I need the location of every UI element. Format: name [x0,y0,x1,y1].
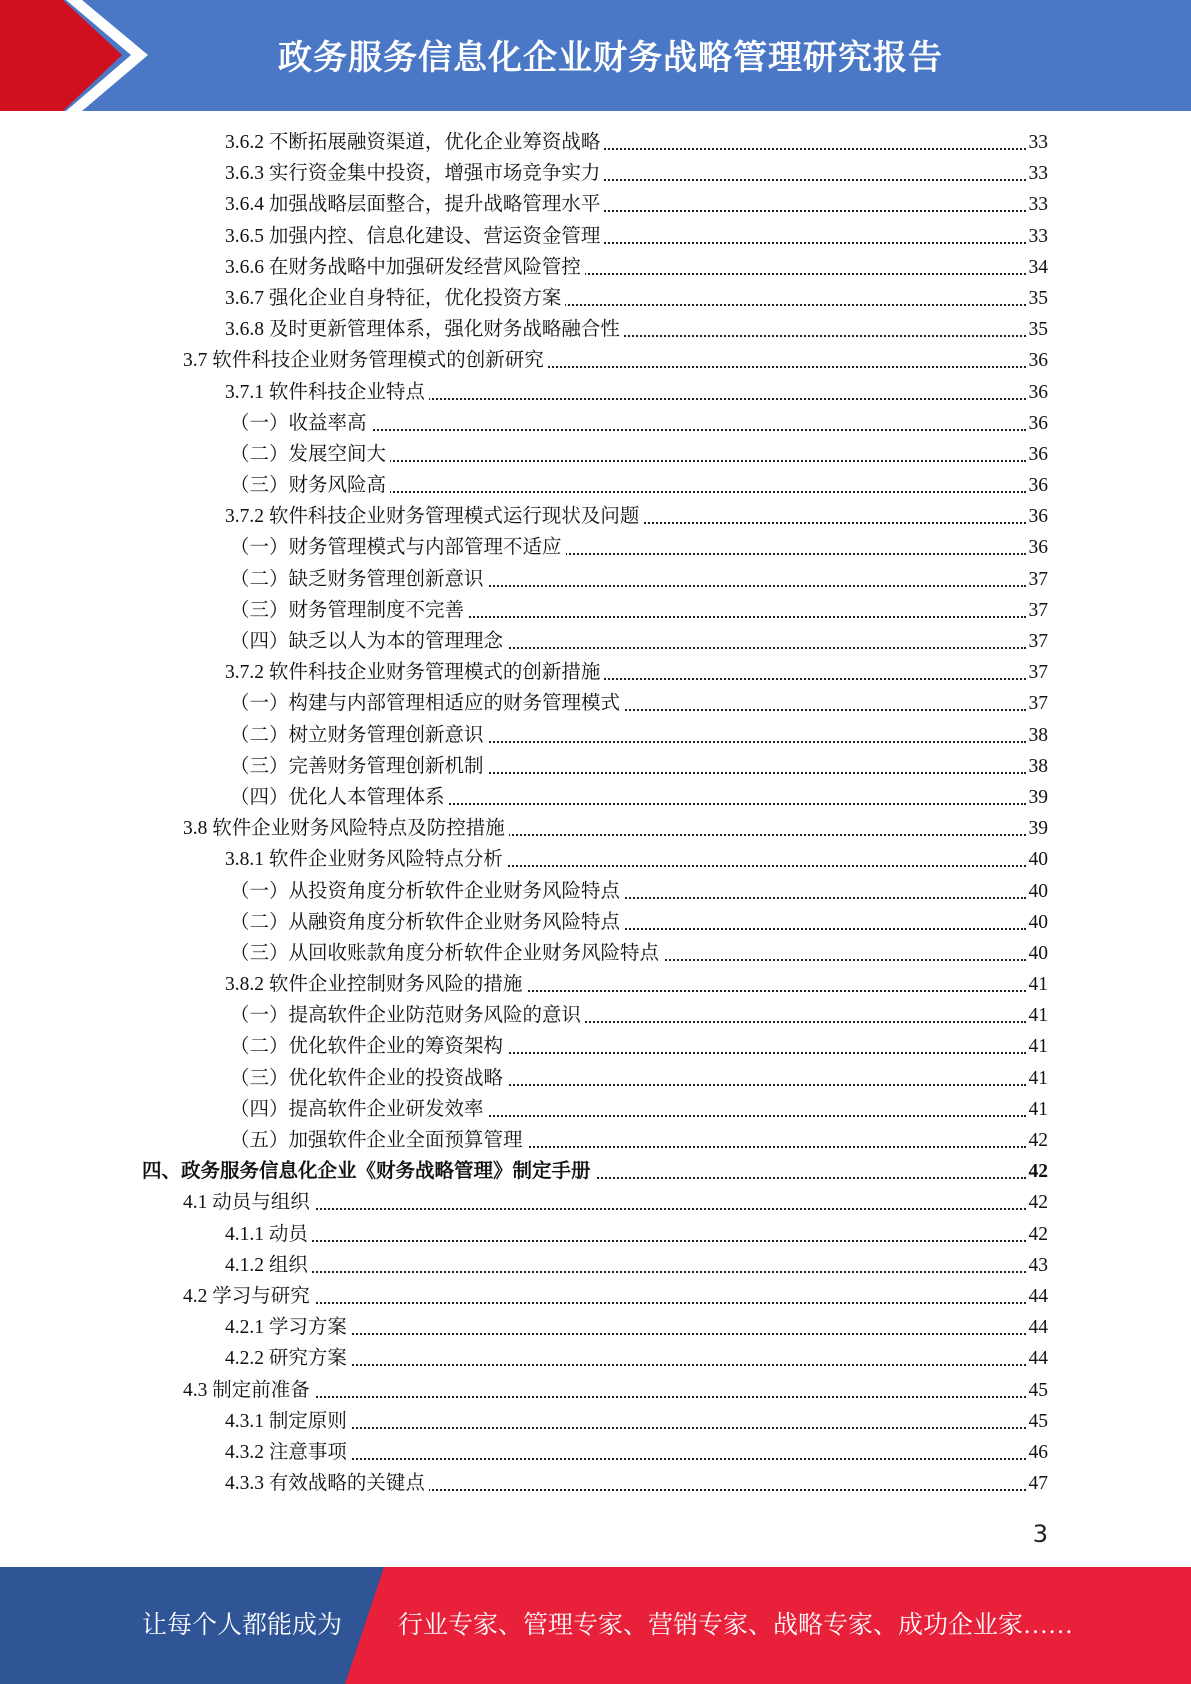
toc-entry-page: 41 [1026,969,1049,1000]
toc-entry-page: 36 [1026,439,1049,470]
toc-entry[interactable] [0,252,1191,283]
toc-entry-title: 3.6.2 不断拓展融资渠道，优化企业筹资战略 [225,127,604,158]
page-footer [0,1567,1191,1684]
toc-entry-page: 42 [1026,1125,1049,1156]
toc-entry-page: 40 [1026,907,1049,938]
toc-entry-page: 40 [1026,844,1049,875]
toc-entry-title: 4.1.1 动员 [225,1219,312,1250]
toc-entry-page: 37 [1026,564,1049,595]
toc-entry[interactable] [0,1219,1191,1250]
toc-entry-page: 45 [1026,1406,1049,1437]
toc-entry-page: 36 [1026,377,1049,408]
toc-entry[interactable] [0,158,1191,189]
toc-entry-page: 41 [1026,1031,1049,1062]
toc-entry[interactable] [0,314,1191,345]
toc-entry[interactable] [0,1187,1191,1218]
toc-entry-page: 42 [1026,1156,1049,1187]
toc-entry-title: 4.1.2 组织 [225,1250,312,1281]
footer-slogan-right: 行业专家、管理专家、营销专家、战略专家、成功企业家…… [398,1612,1074,1639]
toc-entry-page: 41 [1026,1063,1049,1094]
toc-entry[interactable] [0,564,1191,595]
toc-entry[interactable] [0,532,1191,563]
toc-entry-title: （二）树立财务管理创新意识 [230,720,488,751]
toc-entry-title: （一）构建与内部管理相适应的财务管理模式 [230,688,624,719]
toc-entry-title: （五）加强软件企业全面预算管理 [230,1125,527,1156]
toc-entry-page: 44 [1026,1312,1049,1343]
toc-entry-page: 36 [1026,470,1049,501]
toc-entry[interactable] [0,1156,1191,1187]
toc-entry-page: 40 [1026,938,1049,969]
toc-entry-title: （三）财务风险高 [230,470,390,501]
toc-entry-page: 36 [1026,501,1049,532]
toc-entry[interactable] [0,907,1191,938]
toc-dot-leader [225,1271,1026,1273]
toc-entry[interactable] [0,1063,1191,1094]
page-number: 3 [1032,1520,1048,1548]
toc-entry-page: 44 [1026,1281,1049,1312]
report-title: 政务服务信息化企业财务战略管理研究报告 [278,38,943,78]
toc-entry[interactable] [0,470,1191,501]
toc-entry-title: 4.3.2 注意事项 [225,1437,351,1468]
toc-entry-page: 36 [1026,408,1049,439]
toc-entry-page: 42 [1026,1187,1049,1218]
toc-entry-title: （一）从投资角度分析软件企业财务风险特点 [230,876,624,907]
toc-entry-title: 3.6.3 实行资金集中投资，增强市场竞争实力 [225,158,604,189]
toc-entry-title: 3.6.7 强化企业自身特征，优化投资方案 [225,283,565,314]
toc-entry[interactable] [0,688,1191,719]
toc-entry[interactable] [0,1312,1191,1343]
toc-entry-page: 33 [1026,127,1049,158]
toc-entry-title: 3.8.1 软件企业财务风险特点分析 [225,844,507,875]
toc-entry-title: 4.2.1 学习方案 [225,1312,351,1343]
toc-entry-page: 37 [1026,657,1049,688]
toc-entry-page: 33 [1026,189,1049,220]
toc-entry[interactable] [0,1468,1191,1499]
toc-entry[interactable] [0,439,1191,470]
toc-entry[interactable] [0,626,1191,657]
toc-entry-page: 33 [1026,158,1049,189]
toc-entry-title: 4.2.2 研究方案 [225,1343,351,1374]
toc-entry[interactable] [0,1125,1191,1156]
toc-entry-page: 38 [1026,720,1049,751]
toc-entry-page: 35 [1026,314,1049,345]
toc-entry-page: 44 [1026,1343,1049,1374]
toc-entry-title: （二）从融资角度分析软件企业财务风险特点 [230,907,624,938]
toc-entry-page: 33 [1026,221,1049,252]
toc-entry-page: 45 [1026,1375,1049,1406]
toc-entry-title: 3.6.5 加强内控、信息化建设、营运资金管理 [225,221,604,252]
toc-entry-page: 40 [1026,876,1049,907]
toc-entry[interactable] [0,189,1191,220]
toc-entry-title: 3.8.2 软件企业控制财务风险的措施 [225,969,526,1000]
toc-entry-title: （三）从回收账款角度分析软件企业财务风险特点 [230,938,663,969]
toc-entry[interactable] [0,1031,1191,1062]
toc-entry-page: 43 [1026,1250,1049,1281]
toc-entry-title: 四、政务服务信息化企业《财务战略管理》制定手册 [142,1156,595,1187]
toc-entry-title: 4.1 动员与组织 [183,1187,314,1218]
toc-entry[interactable] [0,969,1191,1000]
toc-entry[interactable] [0,876,1191,907]
toc-entry[interactable] [0,720,1191,751]
toc-entry-page: 38 [1026,751,1049,782]
footer-slogan-left: 让每个人都能成为 [142,1612,343,1639]
toc-entry-title: （一）财务管理模式与内部管理不适应 [230,532,566,563]
toc-entry-page: 39 [1026,782,1049,813]
toc-entry[interactable] [0,1250,1191,1281]
toc-entry-title: （三）财务管理制度不完善 [230,595,468,626]
toc-entry-title: （二）发展空间大 [230,439,390,470]
toc-entry[interactable] [0,595,1191,626]
toc-entry[interactable] [0,127,1191,158]
toc-entry[interactable] [0,221,1191,252]
toc-entry[interactable] [0,377,1191,408]
toc-entry-title: （三）完善财务管理创新机制 [230,751,488,782]
toc-entry[interactable] [0,1281,1191,1312]
toc-entry-page: 46 [1026,1437,1049,1468]
toc-entry[interactable] [0,283,1191,314]
toc-dot-leader [225,1240,1026,1242]
toc-entry-title: （四）提高软件企业研发效率 [230,1094,488,1125]
toc-entry-title: 4.2 学习与研究 [183,1281,314,1312]
toc-entry-title: 4.3.3 有效战略的关键点 [225,1468,429,1499]
toc-entry[interactable] [0,1094,1191,1125]
toc-entry-title: （三）优化软件企业的投资战略 [230,1063,507,1094]
toc-entry-title: 3.7.2 软件科技企业财务管理模式运行现状及问题 [225,501,643,532]
toc-entry-page: 41 [1026,1094,1049,1125]
toc-entry-page: 39 [1026,813,1049,844]
toc-entry[interactable] [0,1375,1191,1406]
page-header [0,0,1191,111]
toc-entry[interactable] [0,1406,1191,1437]
toc-entry-title: 3.7.1 软件科技企业特点 [225,377,429,408]
toc-entry[interactable] [0,1000,1191,1031]
toc-entry-title: 4.3.1 制定原则 [225,1406,351,1437]
toc-entry-title: （二）缺乏财务管理创新意识 [230,564,488,595]
toc-entry[interactable] [0,938,1191,969]
toc-entry[interactable] [0,782,1191,813]
toc-entry-page: 36 [1026,532,1049,563]
toc-entry[interactable] [0,751,1191,782]
toc-entry-page: 36 [1026,345,1049,376]
toc-entry-title: 3.7.2 软件科技企业财务管理模式的创新措施 [225,657,604,688]
toc-entry[interactable] [0,408,1191,439]
toc-entry[interactable] [0,844,1191,875]
toc-entry-title: 3.6.6 在财务战略中加强研发经营风险管控 [225,252,585,283]
toc-entry-page: 35 [1026,283,1049,314]
toc-entry-title: 3.6.8 及时更新管理体系，强化财务战略融合性 [225,314,624,345]
toc-entry-title: 3.6.4 加强战略层面整合，提升战略管理水平 [225,189,604,220]
toc-entry-title: （四）优化人本管理体系 [230,782,449,813]
toc-entry-page: 37 [1026,626,1049,657]
toc-entry-page: 42 [1026,1219,1049,1250]
toc-entry-page: 41 [1026,1000,1049,1031]
toc-entry-page: 37 [1026,595,1049,626]
toc-entry-title: 3.7 软件科技企业财务管理模式的创新研究 [183,345,548,376]
toc-entry-title: 4.3 制定前准备 [183,1375,314,1406]
toc-entry[interactable] [0,1343,1191,1374]
table-of-contents [0,127,1191,1499]
toc-entry-page: 47 [1026,1468,1049,1499]
toc-entry-title: （一）提高软件企业防范财务风险的意识 [230,1000,585,1031]
toc-entry-page: 37 [1026,688,1049,719]
toc-entry-title: （四）缺乏以人为本的管理理念 [230,626,507,657]
toc-entry-page: 34 [1026,252,1049,283]
toc-entry[interactable] [0,1437,1191,1468]
toc-entry[interactable] [0,501,1191,532]
toc-entry-title: （二）优化软件企业的筹资架构 [230,1031,507,1062]
toc-entry-title: 3.8 软件企业财务风险特点及防控措施 [183,813,509,844]
toc-entry[interactable] [0,657,1191,688]
toc-entry[interactable] [0,813,1191,844]
toc-entry-title: （一）收益率高 [230,408,371,439]
toc-entry[interactable] [0,345,1191,376]
